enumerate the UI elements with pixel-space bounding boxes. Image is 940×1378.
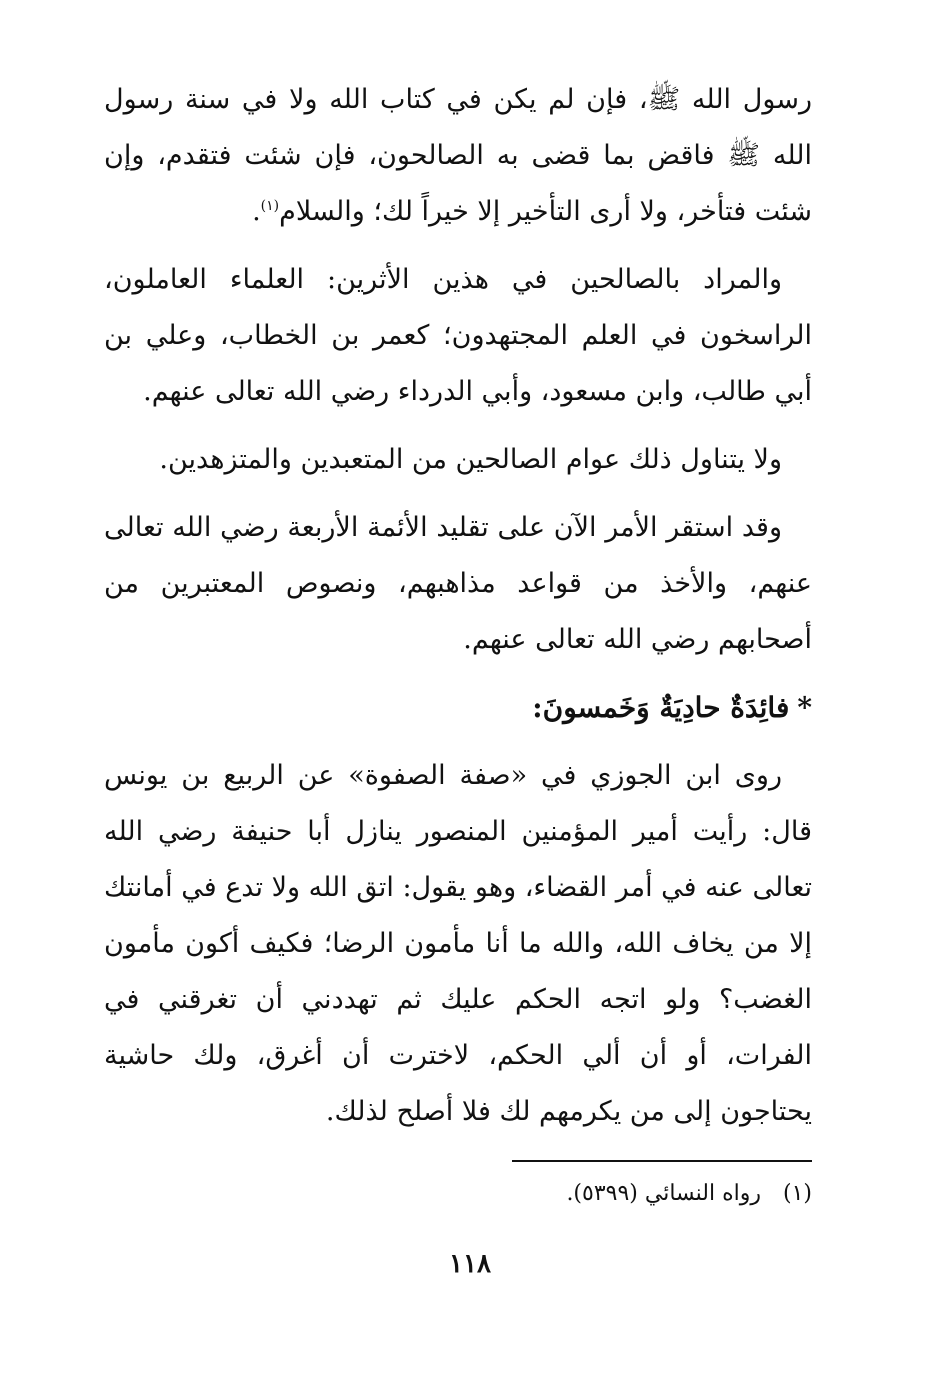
section-heading-text: فائِدَةٌ حادِيَةٌ وَخَمسونَ: [532, 691, 790, 724]
paragraph-1-end: . [252, 196, 261, 227]
footnote [104, 1174, 812, 1214]
footnote-divider [512, 1160, 812, 1162]
footnote-number: (١) [782, 1181, 812, 1206]
paragraph-1-text: رسول الله ﷺ، فإن لم يكن في كتاب الله ولا في سنة رسول الله ﷺ فاقض بما قضى به الصالحون، فإن شئت فتقدم، وإن شئت فتأخر، ولا أرى التأخير إلا خيراً لك؛ والسلام [104, 84, 812, 227]
footnote-reference: (١) [260, 198, 280, 214]
star-icon: * [797, 691, 812, 724]
paragraph-3: ولا يتناول ذلك عوام الصالحين من المتعبدين والمتزهدين. [159, 444, 782, 475]
page-number: ١١٨ [449, 1249, 491, 1279]
main-text [104, 72, 812, 1152]
paragraph-1 [104, 72, 812, 240]
footnote-text: رواه النسائي (٥٣٩٩). [566, 1181, 761, 1206]
section-heading [104, 680, 812, 736]
paragraph-2: والمراد بالصالحين في هذين الأثرين: العلماء العاملون، الراسخون في العلم المجتهدون؛ كعمر بن الخطاب، وعلي بن أبي طالب، وابن مسعود، وأبي الدرداء رضي الله تعالى عنهم. [104, 264, 812, 407]
paragraph-4: وقد استقر الأمر الآن على تقليد الأئمة الأربعة رضي الله تعالى عنهم، والأخذ من قواعد مذاهبهم، ونصوص المعتبرين من أصحابهم رضي الله تعالى عنهم. [104, 512, 812, 655]
paragraph-5: روى ابن الجوزي في «صفة الصفوة» عن الربيع بن يونس قال: رأيت أمير المؤمنين المنصور ينازل أبا حنيفة رضي الله تعالى عنه في أمر القضاء، وهو يقول: اتق الله ولا تدع في أمانتك إلا من يخاف الله، والله ما أنا مأمون الرضا؛ فكيف أكون مأمون الغضب؟ ولو اتجه الحكم عليك ثم تهددني أن تغرقني في الفرات، أو أن ألي الحكم، لاخترت أن أغرق، ولك حاشية يحتاجون إلى من يكرمهم لك فلا أصلح لذلك. [104, 760, 812, 1127]
